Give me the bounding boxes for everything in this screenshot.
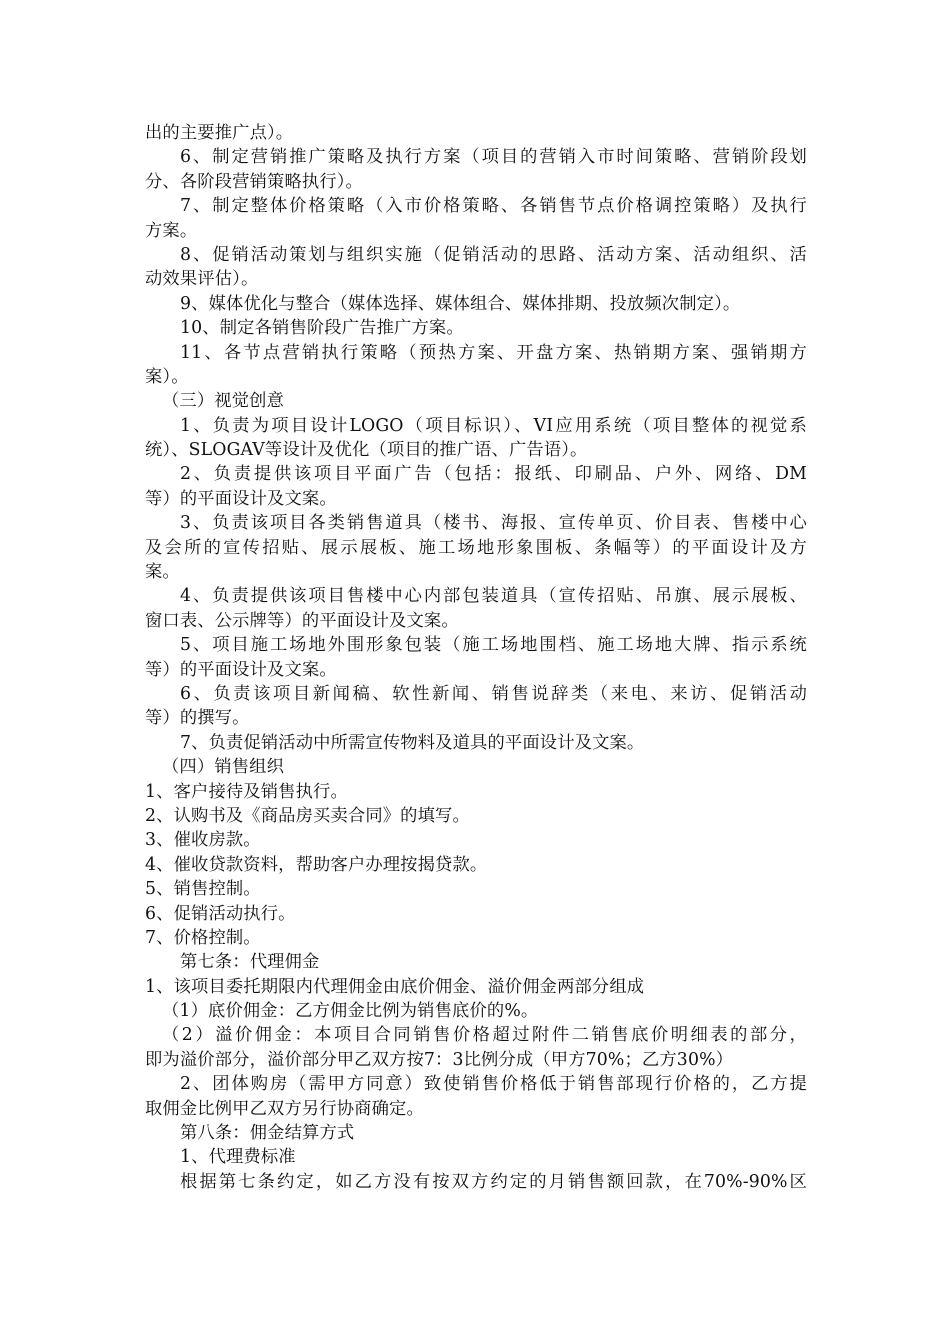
text-line: 方案。 — [145, 220, 198, 241]
text-line: 11、各节点营销执行策略（预热方案、开盘方案、热销期方案、强销期方 — [180, 342, 807, 363]
document-body — [145, 121, 807, 1194]
text-line: 及会所的宣传招贴、展示展板、施工场地形象围板、条幅等）的平面设计及方 — [145, 537, 807, 558]
text-line: 案。 — [145, 562, 180, 583]
text-line: 8、促销活动策划与组织实施（促销活动的思路、活动方案、活动组织、活 — [180, 244, 807, 265]
text-line: 即为溢价部分，溢价部分甲乙双方按7：3比例分成（甲方70%；乙方30%） — [145, 1049, 734, 1070]
text-line: 1、客户接待及销售执行。 — [145, 781, 348, 802]
text-line: 1、代理费标准 — [180, 1147, 296, 1168]
article-heading: 第七条：代理佣金 — [180, 952, 320, 973]
text-line: 2、负责提供该项目平面广告（包括：报纸、印刷品、户外、网络、DM — [180, 464, 807, 485]
text-line: 9、媒体优化与整合（媒体选择、媒体组合、媒体排期、投放频次制定）。 — [180, 293, 741, 314]
text-line: （2）溢价佣金：本项目合同销售价格超过附件二销售底价明细表的部分， — [162, 1025, 807, 1046]
text-line: （1）底价佣金：乙方佣金比例为销售底价的%。 — [162, 1001, 539, 1022]
text-line: 1、该项目委托期限内代理佣金由底价佣金、溢价佣金两部分组成 — [145, 976, 645, 997]
text-line: 3、催收房款。 — [145, 830, 261, 851]
text-line: 1、负责为项目设计LOGO（项目标识）、VI应用系统（项目整体的视觉系 — [180, 415, 807, 436]
text-line: 4、催收贷款资料，帮助客户办理按揭贷款。 — [145, 854, 488, 875]
section-heading: （四）销售组织 — [162, 757, 285, 778]
text-line: 7、负责促销活动中所需宣传物料及道具的平面设计及文案。 — [180, 732, 645, 753]
text-line: 4、负责提供该项目售楼中心内部包装道具（宣传招贴、吊旗、展示展板、 — [180, 586, 807, 607]
text-line: 5、项目施工场地外围形象包装（施工场地围档、施工场地大牌、指示系统 — [180, 635, 807, 656]
section-heading: （三）视觉创意 — [162, 391, 285, 412]
text-line: 6、负责该项目新闻稿、软性新闻、销售说辞类（来电、来访、促销活动 — [180, 683, 807, 704]
text-line: 窗口表、公示牌等）的平面设计及文案。 — [145, 610, 459, 631]
text-line: 10、制定各销售阶段广告推广方案。 — [180, 318, 464, 339]
text-line: 6、促销活动执行。 — [145, 903, 296, 924]
text-line: 2、认购书及《商品房买卖合同》的填写。 — [145, 805, 470, 826]
text-line: 2、团体购房（需甲方同意）致使销售价格低于销售部现行价格的，乙方提 — [180, 1074, 807, 1095]
text-line: 6、制定营销推广策略及执行方案（项目的营销入市时间策略、营销阶段划 — [180, 147, 807, 168]
text-line: 统）、SLOGAV等设计及优化（项目的推广语、广告语）。 — [145, 440, 588, 461]
text-line: 5、销售控制。 — [145, 879, 261, 900]
text-line: 出的主要推广点）。 — [145, 123, 294, 143]
text-line: 等）的平面设计及文案。 — [145, 488, 337, 509]
text-line: 3、负责该项目各类销售道具（楼书、海报、宣传单页、价目表、售楼中心 — [180, 513, 807, 534]
text-line: 7、价格控制。 — [145, 927, 261, 948]
text-line: 动效果评估）。 — [145, 269, 259, 290]
text-line: 等）的平面设计及文案。 — [145, 659, 337, 680]
text-line: 取佣金比例甲乙双方另行协商确定。 — [145, 1098, 424, 1119]
article-heading: 第八条：佣金结算方式 — [180, 1123, 355, 1144]
text-line: 7、制定整体价格策略（入市价格策略、各销售节点价格调控策略）及执行 — [180, 196, 807, 217]
text-line: 案）。 — [145, 366, 189, 387]
text-line: 等）的撰写。 — [145, 708, 250, 729]
text-line: 根据第七条约定，如乙方没有按双方约定的月销售额回款，在70%-90%区 — [180, 1171, 807, 1192]
text-line: 分、各阶段营销策略执行）。 — [145, 171, 363, 192]
